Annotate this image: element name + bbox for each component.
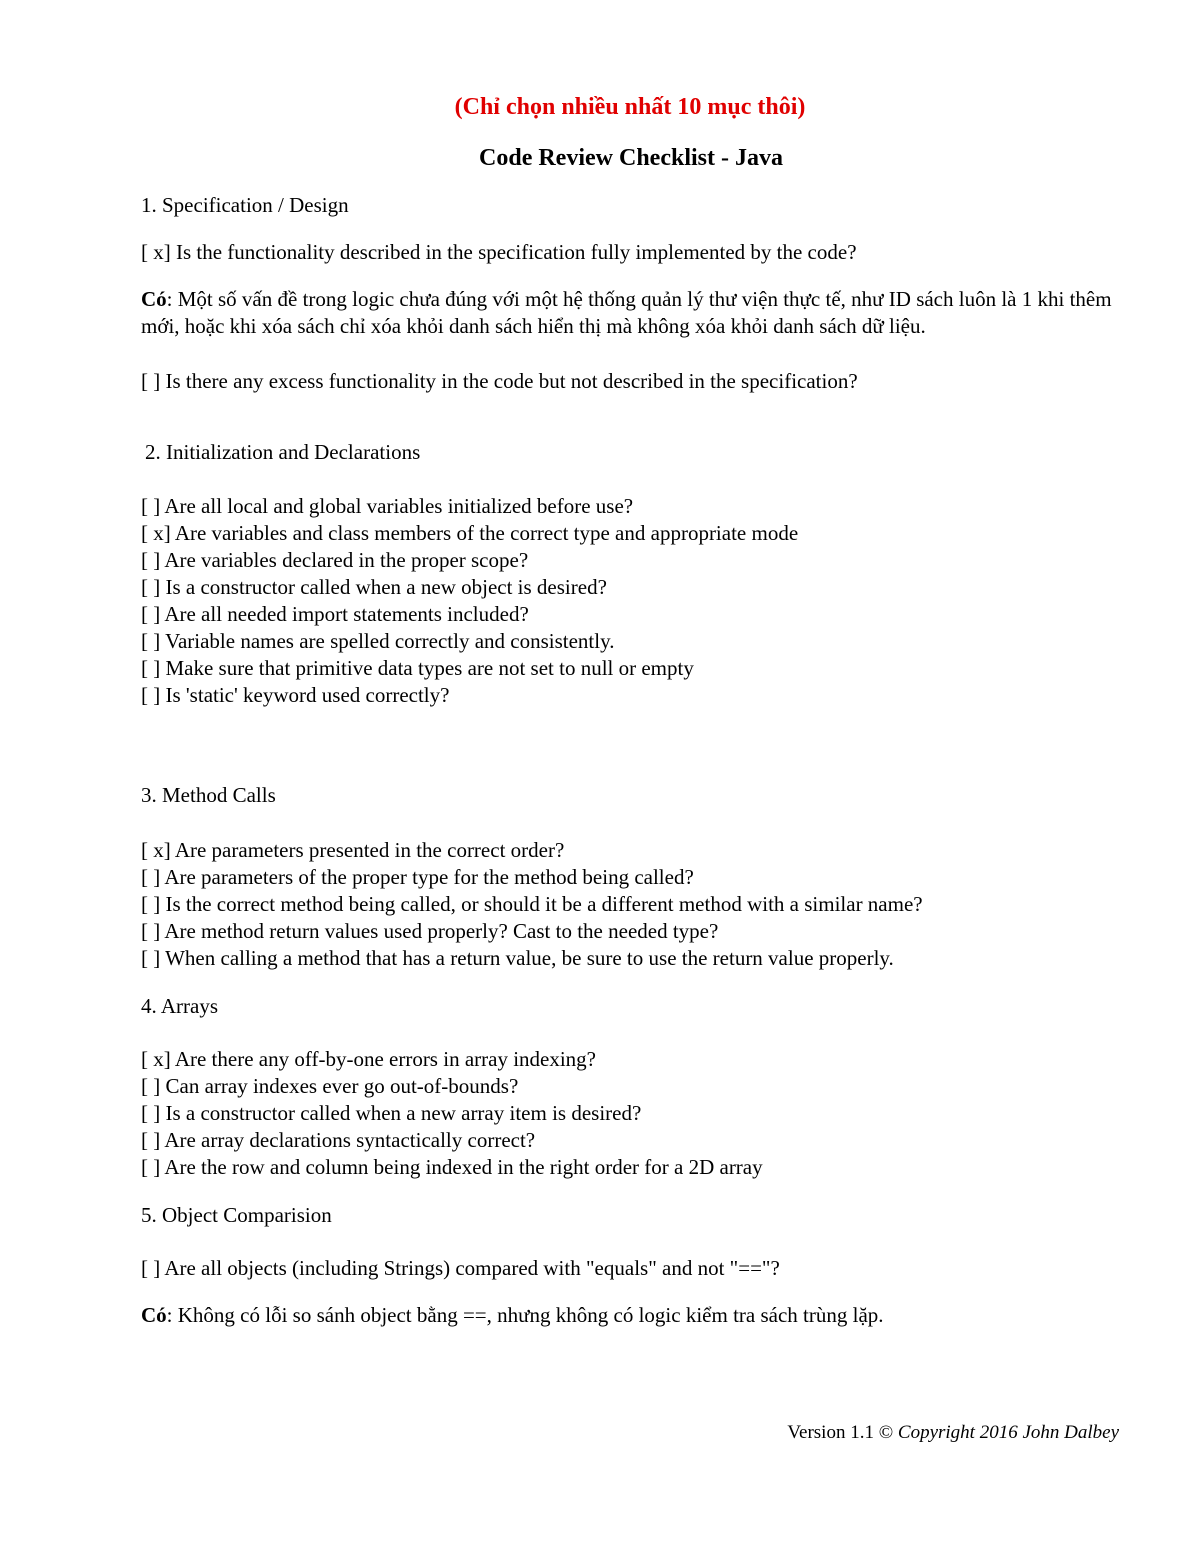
checklist-item: [ x] Are there any off-by-one errors in array indexing? [141, 1047, 597, 1071]
answer-text: : Một số vấn đề trong logic chưa đúng với một hệ thống quản lý thư viện thực tế, như ID sách luôn là 1 khi thêm mới, hoặc khi xóa sách chỉ xóa khỏi danh sách hiển thị mà không xóa khỏi danh sách dữ liệu. [141, 287, 1112, 338]
section-heading-arrays: 4. Arrays [141, 994, 218, 1018]
checklist-item: [ ] Are all local and global variables initialized before use? [141, 494, 634, 518]
checklist-item: [ x] Are parameters presented in the correct order? [141, 838, 565, 862]
checklist-item: [ ] Are method return values used properly? Cast to the needed type? [141, 919, 719, 943]
checklist-item: [ ] When calling a method that has a return value, be sure to use the return value properly. [141, 946, 894, 970]
checklist-item: [ ] Are variables declared in the proper scope? [141, 548, 529, 572]
checklist-item: [ ] Is the correct method being called, or should it be a different method with a similar name? [141, 892, 923, 916]
checklist-item: [ ] Are parameters of the proper type for the method being called? [141, 865, 694, 889]
checklist-item: [ ] Are all needed import statements included? [141, 602, 529, 626]
checklist-item: [ x] Are variables and class members of the correct type and appropriate mode [141, 521, 799, 545]
section-heading-initialization: 2. Initialization and Declarations [145, 440, 421, 464]
answer-paragraph [141, 286, 1121, 340]
checklist-item: [ ] Are array declarations syntactically correct? [141, 1128, 536, 1152]
checklist-item: [ x] Is the functionality described in the specification fully implemented by the code? [141, 240, 857, 264]
checklist-item: [ ] Make sure that primitive data types are not set to null or empty [141, 656, 694, 680]
answer-label: Có [141, 287, 167, 311]
section-heading-specification: 1. Specification / Design [141, 193, 349, 217]
section-heading-object-comparison: 5. Object Comparision [141, 1203, 332, 1227]
answer-label: Có [141, 1303, 167, 1327]
footer-version [787, 1420, 1119, 1446]
section-heading-method-calls: 3. Method Calls [141, 783, 276, 807]
checklist-item: [ ] Is 'static' keyword used correctly? [141, 683, 450, 707]
checklist-item: [ ] Can array indexes ever go out-of-bounds? [141, 1074, 519, 1098]
checklist-item: [ ] Variable names are spelled correctly and consistently. [141, 629, 615, 653]
checklist-item: [ ] Is a constructor called when a new array item is desired? [141, 1101, 642, 1125]
checklist-item: [ ] Are the row and column being indexed in the right order for a 2D array [141, 1155, 763, 1179]
answer-paragraph [141, 1302, 884, 1329]
checklist-item: [ ] Is a constructor called when a new object is desired? [141, 575, 607, 599]
copyright-text: Copyright 2016 John Dalbey [897, 1422, 1119, 1443]
version-text: Version 1.1 © [787, 1422, 898, 1443]
page-title: Code Review Checklist - Java [479, 145, 783, 171]
notice-heading: (Chỉ chọn nhiều nhất 10 mục thôi) [454, 94, 806, 120]
checklist-item: [ ] Is there any excess functionality in the code but not described in the specification? [141, 369, 858, 393]
answer-text: : Không có lỗi so sánh object bằng ==, nhưng không có logic kiểm tra sách trùng lặp. [166, 1303, 884, 1327]
checklist-item: [ ] Are all objects (including Strings) compared with "equals" and not "=="? [141, 1256, 780, 1280]
